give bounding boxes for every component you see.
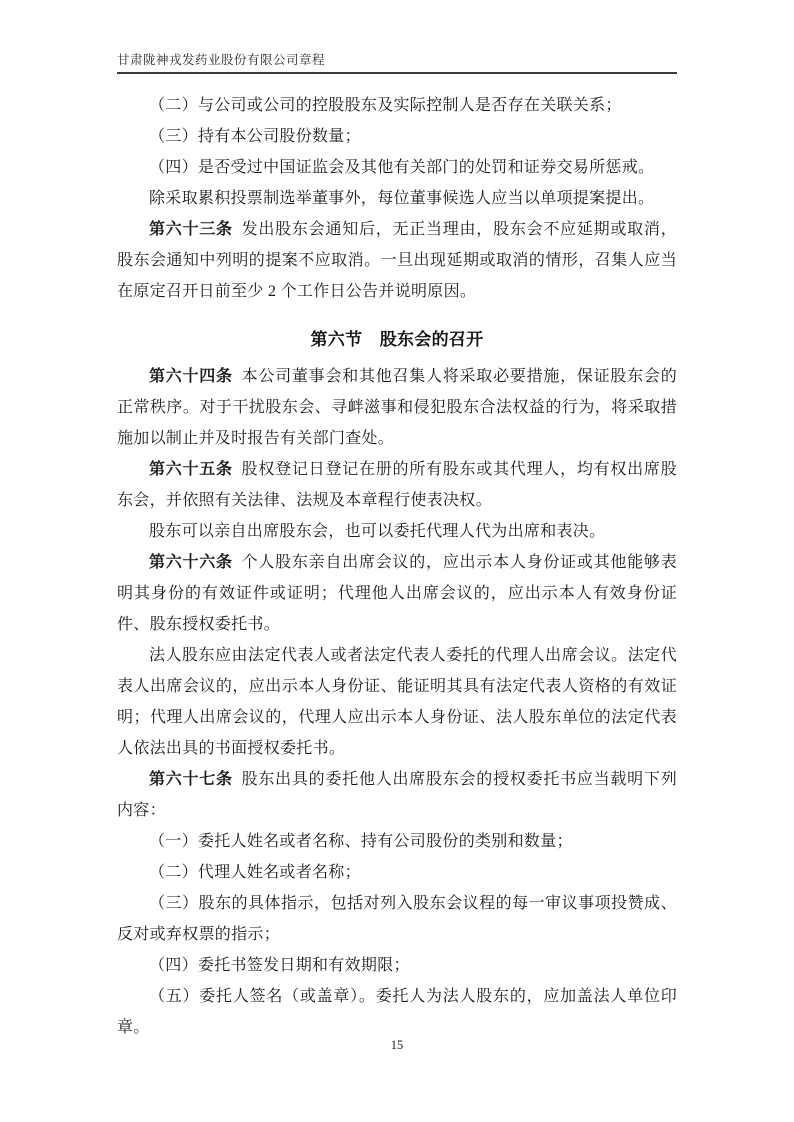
paragraph-item-2 <box>117 90 677 121</box>
document-body <box>117 90 677 1043</box>
paragraph-text: （五）委托人签名（或盖章）。委托人为法人股东的，应加盖法人单位印章。 <box>117 988 677 1036</box>
paragraph-text: （二）代理人姓名或者名称； <box>149 864 361 881</box>
paragraph-cumulative-voting <box>117 183 677 214</box>
paragraph-text: （四）委托书签发日期和有效期限； <box>149 957 410 974</box>
article-number: 第六十四条 <box>149 368 233 385</box>
paragraph-text: 法人股东应由法定代表人或者法定代表人委托的代理人出席会议。法定代表人出席会议的，应出示本人身份证、能证明其具有法定代表人资格的有效证明；代理人出席会议的，代理人应出示本人身份证、法人股东单位的法定代表人依法出具的书面授权委托书。 <box>117 647 677 757</box>
article-number: 第六十六条 <box>149 554 233 571</box>
paragraph-article-67 <box>117 764 677 826</box>
paragraph-item-3 <box>117 121 677 152</box>
paragraph-text: 股东出具的委托他人出席股东会的授权委托书应当载明下列内容： <box>117 771 677 819</box>
article-number: 第六十五条 <box>149 461 233 478</box>
paragraph-text: 股权登记日登记在册的所有股东或其代理人，均有权出席股东会，并依照有关法律、法规及本章程行使表决权。 <box>117 461 677 509</box>
paragraph-text: 发出股东会通知后，无正当理由，股东会不应延期或取消，股东会通知中列明的提案不应取消。一旦出现延期或取消的情形，召集人应当在原定召开日前至少 2 个工作日公告并说明原因。 <box>117 221 677 300</box>
paragraph-text: 除采取累积投票制选举董事外，每位董事候选人应当以单项提案提出。 <box>149 190 655 207</box>
section-heading: 第六节 股东会的召开 <box>310 330 484 349</box>
paragraph-text: （三）股东的具体指示，包括对列入股东会议程的每一审议事项投赞成、反对或弃权票的指示； <box>117 895 677 943</box>
paragraph-article-66 <box>117 547 677 640</box>
paragraph-article-64 <box>117 361 677 454</box>
article-number: 第六十三条 <box>149 221 233 238</box>
header-title: 甘肃陇神戎发药业股份有限公司章程 <box>117 53 326 67</box>
page-number: 15 <box>390 1038 404 1052</box>
paragraph-text: （一）委托人姓名或者名称、持有公司股份的类别和数量； <box>149 833 573 850</box>
paragraph-item-3b <box>117 888 677 950</box>
paragraph-article-65 <box>117 454 677 516</box>
article-number: 第六十七条 <box>149 771 233 788</box>
paragraph-item-2b <box>117 857 677 888</box>
paragraph-text: （四）是否受过中国证监会及其他有关部门的处罚和证券交易所惩戒。 <box>149 159 655 176</box>
paragraph-item-4 <box>117 152 677 183</box>
paragraph-text: 股东可以亲自出席股东会，也可以委托代理人代为出席和表决。 <box>149 523 606 540</box>
paragraph-text: （二）与公司或公司的控股股东及实际控制人是否存在关联关系； <box>149 97 622 114</box>
page-footer <box>0 1036 794 1054</box>
header-rule <box>117 72 677 74</box>
paragraph-item-1b <box>117 826 677 857</box>
paragraph-attend-in-person <box>117 516 677 547</box>
page-header <box>117 50 677 74</box>
paragraph-text: （三）持有本公司股份数量； <box>149 128 361 145</box>
paragraph-legal-person-shareholder <box>117 640 677 764</box>
paragraph-text: 本公司董事会和其他召集人将采取必要措施，保证股东会的正常秩序。对于干扰股东会、寻衅滋事和侵犯股东合法权益的行为，将采取措施加以制止并及时报告有关部门查处。 <box>117 368 677 447</box>
paragraph-article-63 <box>117 214 677 307</box>
paragraph-text: 个人股东亲自出席会议的，应出示本人身份证或其他能够表明其身份的有效证件或证明；代理他人出席会议的，应出示本人有效身份证件、股东授权委托书。 <box>117 554 677 633</box>
paragraph-item-5b <box>117 981 677 1043</box>
paragraph-item-4b <box>117 950 677 981</box>
